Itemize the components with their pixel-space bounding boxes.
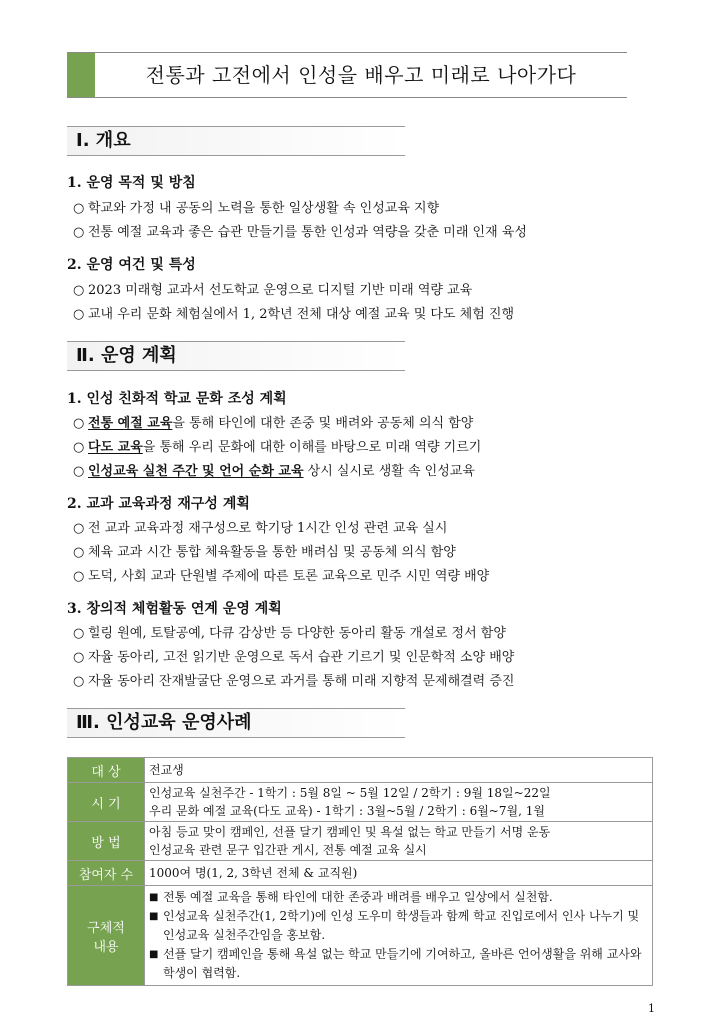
detail-line: 인성교육 실천주간임을 홍보함. [163,928,326,942]
list-item-text: 2023 미래형 교과서 선도학교 운영으로 디지털 기반 미래 역량 교육 [88,283,473,298]
bullet-icon: ○ [73,440,85,455]
list-item-text: 전통 예절 교육과 좋은 습관 만들기를 통한 인성과 역량을 갖춘 미래 인재 육성 [88,225,527,240]
list-item [73,436,481,455]
target-value: 전교생 [145,758,653,783]
detail-bullet [149,945,648,983]
list-item-text: 학교와 가정 내 공동의 노력을 통한 일상생활 속 인성교육 지향 [88,201,440,216]
title-accent-bar [67,53,95,97]
details-label-line: 구체적 [87,920,125,936]
square-bullet-icon: ■ [149,911,159,922]
section-heading-2 [67,341,405,371]
detail-line: 전통 예절 교육을 통해 타인에 대한 존중과 배려를 배우고 일상에서 실천함. [163,890,553,904]
table-row [68,758,653,783]
bullet-icon: ○ [73,201,85,216]
list-item-text: 전 교과 교육과정 재구성으로 학기당 1시간 인성 관련 교육 실시 [88,521,448,536]
square-bullet-icon: ■ [149,949,159,960]
list-item-text: 힐링 원예, 토탈공예, 다큐 감상반 등 다양한 동아리 활동 개설로 정서 함양 [88,626,506,641]
subsection-heading: 1. 인성 친화적 학교 문화 조성 계획 [67,391,287,407]
list-item [73,460,475,479]
detail-line: 인성교육 실천주간(1, 2학기)에 인성 도우미 학생들과 함께 학교 진입로에서 인사 나누기 및 [163,909,640,923]
section-heading-3-text: Ⅲ. 인성교육 운영사례 [76,712,252,733]
detail-line: 학생이 협력함. [163,966,241,980]
table-row [68,783,653,822]
list-item [73,622,506,641]
method-line: 인성교육 관련 문구 입간판 게시, 전통 예절 교육 실시 [149,843,427,857]
details-label [68,886,145,986]
bullet-icon: ○ [73,545,85,560]
details-value [145,886,653,986]
period-line: 인성교육 실천주간 - 1학기 : 5월 8일 ~ 5월 12일 / 2학기 : 9월 18일~22일 [149,786,551,800]
method-label: 방 법 [68,822,145,861]
square-bullet-icon: ■ [149,892,159,903]
list-item [73,303,514,322]
bullet-icon: ○ [73,569,85,584]
list-item [73,412,473,431]
detail-bullet [149,907,648,945]
subsection-heading: 3. 창의적 체험활동 연계 운영 계획 [67,601,282,617]
list-item [73,197,439,216]
bullet-icon: ○ [73,307,85,322]
participants-value: 1000여 명(1, 2, 3학년 전체 & 교직원) [145,861,653,886]
section-heading-1 [67,126,405,156]
case-table [67,757,653,986]
list-item-text: 자율 동아리, 고전 읽기반 운영으로 독서 습관 기르기 및 인문학적 소양 배양 [88,650,515,665]
page-number: 1 [648,1002,655,1015]
list-item-text: 자율 동아리 잔재발굴단 운영으로 과거를 통해 미래 지향적 문제해결력 증진 [88,674,515,689]
participants-label: 참여자 수 [68,861,145,886]
list-item-text: 을 통해 우리 문화에 대한 이해를 바탕으로 미래 역량 기르기 [142,440,482,455]
details-label-line: 내용 [93,939,119,955]
emphasis-text: 전통 예절 교육 [88,416,173,431]
document-title: 전통과 고전에서 인성을 배우고 미래로 나아가다 [145,63,577,87]
list-item-text: 교내 우리 문화 체험실에서 1, 2학년 전체 대상 예절 교육 및 다도 체험 진행 [88,307,515,322]
document-title-box [67,52,627,98]
subsection-heading: 2. 교과 교육과정 재구성 계획 [67,496,250,512]
target-label: 대 상 [68,758,145,783]
list-item [73,517,447,536]
subsection-heading: 1. 운영 목적 및 방침 [67,175,196,191]
bullet-icon: ○ [73,225,85,240]
bullet-icon: ○ [73,283,85,298]
list-item [73,279,472,298]
section-heading-1-text: Ⅰ. 개요 [76,130,131,151]
emphasis-text: 인성교육 실천 주간 및 언어 순화 교육 [88,464,304,479]
list-item [73,541,456,560]
method-line: 아침 등교 맞이 캠페인, 선플 달기 캠페인 및 욕설 없는 학교 만들기 서명 운동 [149,825,551,839]
period-line: 우리 문화 예절 교육(다도 교육) - 1학기 : 3월~5월 / 2학기 : 6월~7월, 1월 [149,804,545,818]
table-row [68,861,653,886]
section-heading-3 [67,708,405,738]
bullet-icon: ○ [73,626,85,641]
bullet-icon: ○ [73,650,85,665]
list-item [73,670,515,689]
method-value [145,822,653,861]
bullet-icon: ○ [73,521,85,536]
list-item-text: 도덕, 사회 교과 단원별 주제에 따른 토론 교육으로 민주 시민 역량 배양 [88,569,490,584]
list-item [73,565,489,584]
section-heading-2-text: Ⅱ. 운영 계획 [76,345,177,366]
detail-bullet [149,888,648,907]
table-row [68,822,653,861]
table-row [68,886,653,986]
detail-line: 선플 달기 캠페인을 통해 욕설 없는 학교 만들기에 기여하고, 올바른 언어생활을 위해 교사와 [163,947,642,961]
bullet-icon: ○ [73,464,85,479]
emphasis-text: 다도 교육 [88,440,143,455]
bullet-icon: ○ [73,674,85,689]
list-item [73,221,527,240]
bullet-icon: ○ [73,416,85,431]
list-item-text: 을 통해 타인에 대한 존중 및 배려와 공동체 의식 함양 [172,416,474,431]
subsection-heading: 2. 운영 여건 및 특성 [67,257,196,273]
period-label: 시 기 [68,783,145,822]
list-item [73,646,514,665]
period-value [145,783,653,822]
list-item-text: 체육 교과 시간 통합 체육활동을 통한 배려심 및 공동체 의식 함양 [88,545,456,560]
list-item-text: 상시 실시로 생활 속 인성교육 [303,464,475,479]
